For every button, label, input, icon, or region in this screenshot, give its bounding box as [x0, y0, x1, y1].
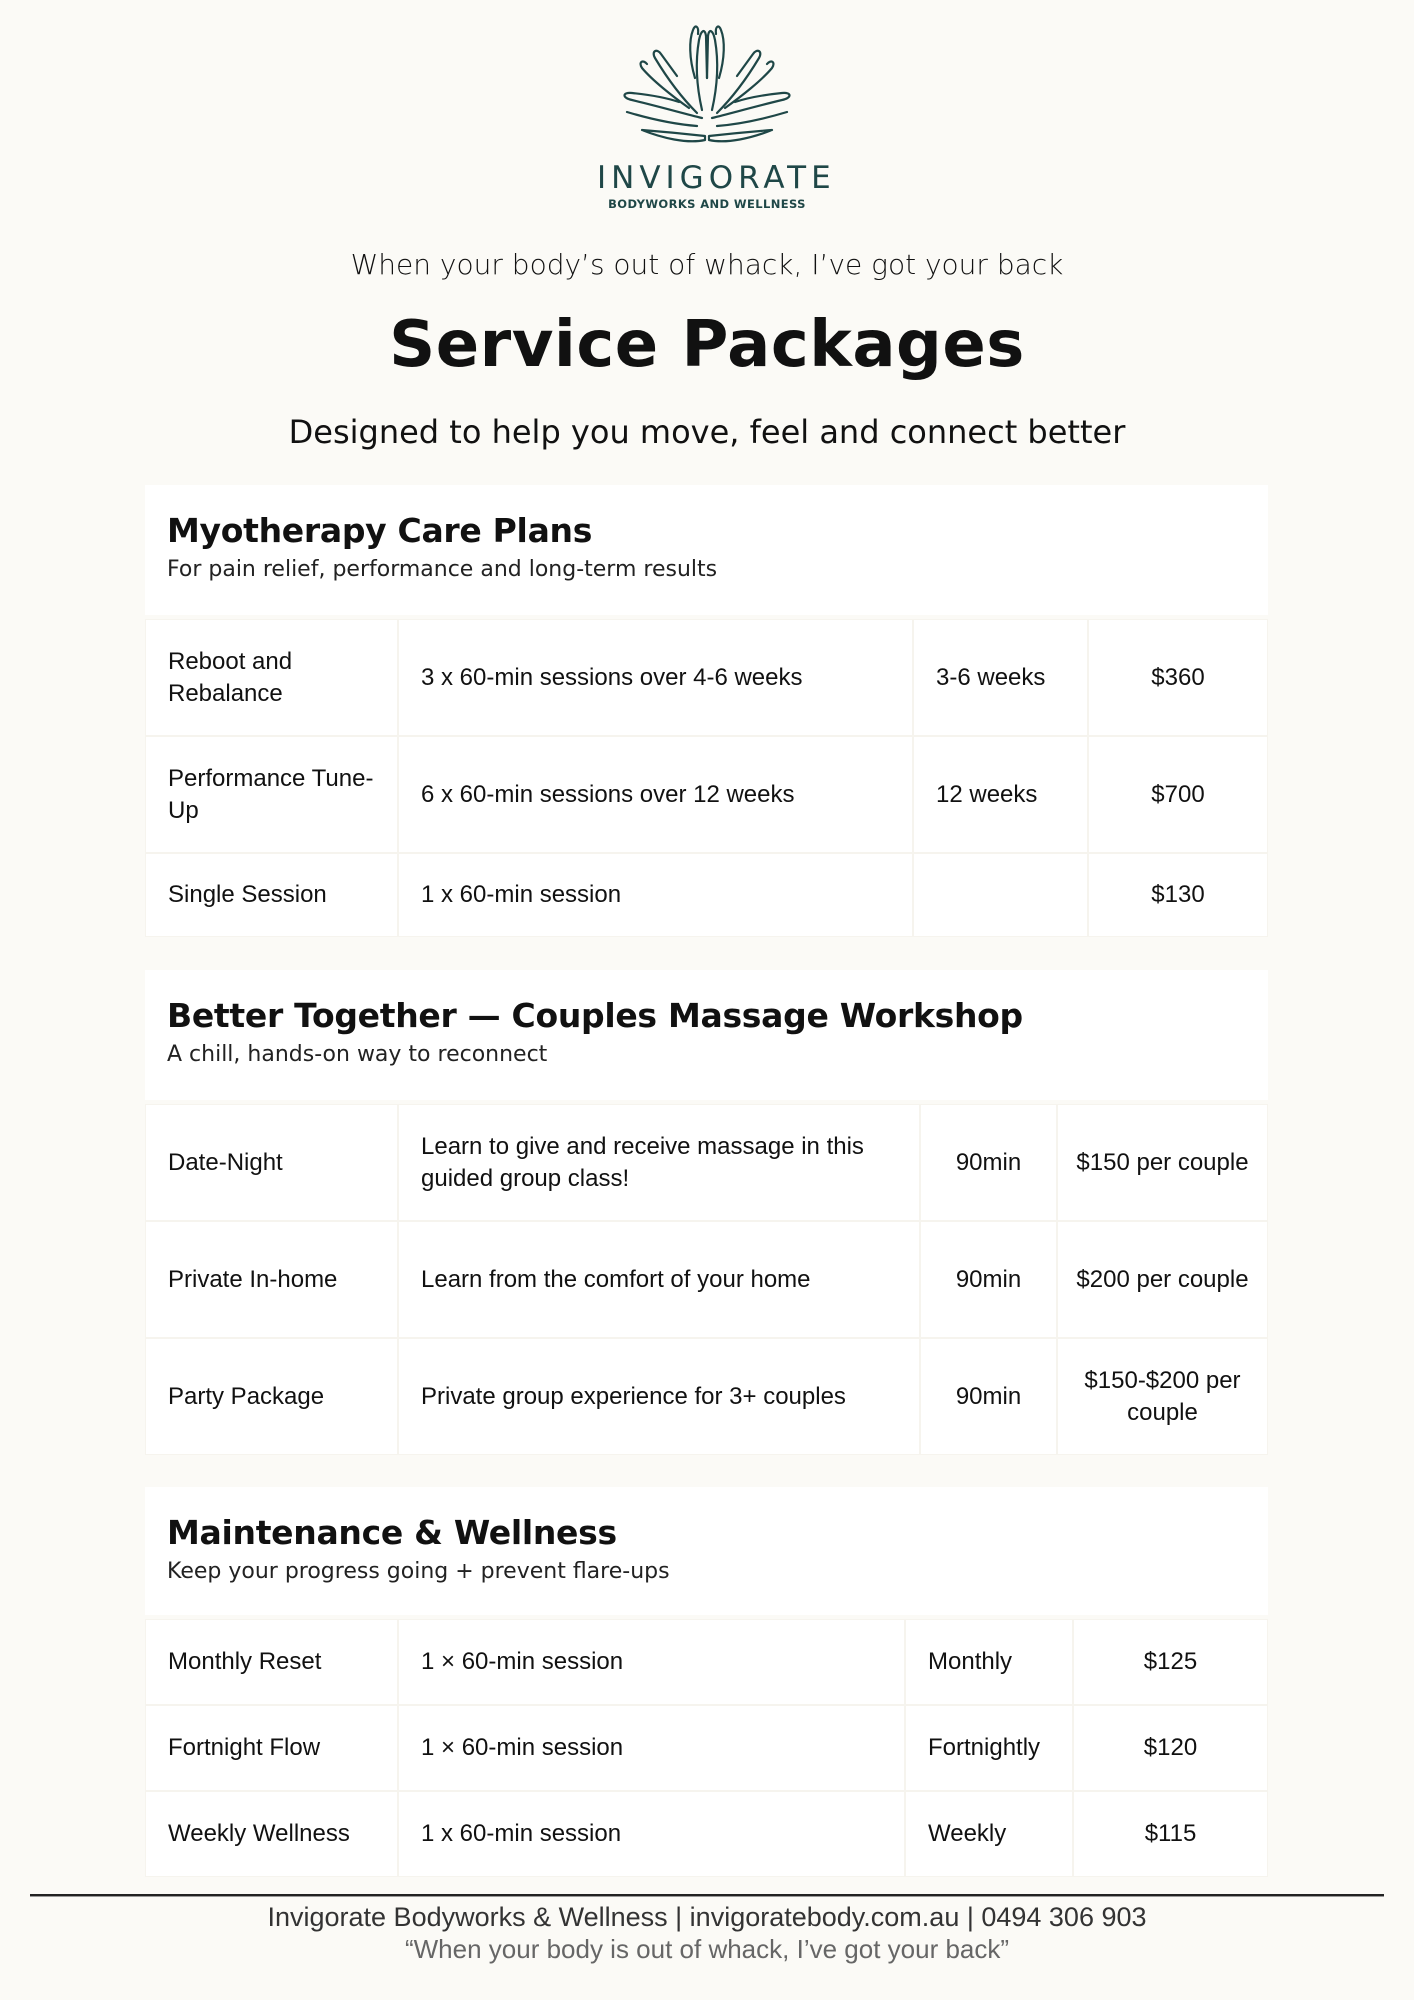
table-row — [145, 1619, 1268, 1705]
package-name: Single Session — [145, 853, 398, 937]
table-row — [145, 736, 1268, 853]
package-price: $120 — [1073, 1705, 1268, 1791]
package-duration: Fortnightly — [905, 1705, 1073, 1791]
package-duration: 3-6 weeks — [913, 619, 1088, 736]
package-price: $115 — [1073, 1791, 1268, 1877]
package-price: $130 — [1088, 853, 1268, 937]
package-duration: Monthly — [905, 1619, 1073, 1705]
section-subtitle: Keep your progress going + prevent flare-ups — [167, 1559, 670, 1584]
package-name: Performance Tune-Up — [145, 736, 398, 853]
package-duration: 90min — [920, 1104, 1057, 1221]
package-description: 1 x 60-min session — [398, 1791, 905, 1877]
package-duration: 90min — [920, 1338, 1057, 1455]
page-title: Service Packages — [389, 308, 1025, 382]
page-subtitle: Designed to help you move, feel and connect better — [288, 413, 1126, 451]
section-subtitle: For pain relief, performance and long-term results — [167, 557, 718, 582]
package-description: 1 × 60-min session — [398, 1619, 905, 1705]
package-name: Date-Night — [145, 1104, 398, 1221]
section-header-maintenance — [145, 1487, 1268, 1615]
table-row — [145, 1221, 1268, 1338]
table-row — [145, 1104, 1268, 1221]
section-title: Better Together — Couples Massage Workshop — [167, 996, 1023, 1035]
package-name: Reboot and Rebalance — [145, 619, 398, 736]
package-duration — [913, 853, 1088, 937]
package-description: 1 x 60-min session — [398, 853, 913, 937]
table-row — [145, 853, 1268, 937]
hands-lotus-icon — [597, 18, 817, 158]
package-description: Private group experience for 3+ couples — [398, 1338, 920, 1455]
package-name: Private In-home — [145, 1221, 398, 1338]
section-header-couples — [145, 970, 1268, 1100]
package-description: 1 × 60-min session — [398, 1705, 905, 1791]
package-description: 3 x 60-min sessions over 4-6 weeks — [398, 619, 913, 736]
package-price: $700 — [1088, 736, 1268, 853]
section-header-myotherapy — [145, 485, 1268, 615]
package-description: Learn to give and receive massage in this guided group class! — [398, 1104, 920, 1221]
brand-name: INVIGORATE — [597, 160, 836, 196]
package-description: Learn from the comfort of your home — [398, 1221, 920, 1338]
footer-divider — [30, 1894, 1384, 1897]
table-row — [145, 1338, 1268, 1455]
package-duration: Weekly — [905, 1791, 1073, 1877]
brand-logo — [597, 18, 836, 228]
section-subtitle: A chill, hands-on way to reconnect — [167, 1042, 548, 1067]
package-table-maintenance — [145, 1619, 1268, 1877]
package-name: Weekly Wellness — [145, 1791, 398, 1877]
package-duration: 12 weeks — [913, 736, 1088, 853]
package-table-myotherapy — [145, 619, 1268, 937]
package-duration: 90min — [920, 1221, 1057, 1338]
table-row — [145, 619, 1268, 736]
package-description: 6 x 60-min sessions over 12 weeks — [398, 736, 913, 853]
section-title: Myotherapy Care Plans — [167, 511, 593, 550]
footer-contact: Invigorate Bodyworks & Wellness | invigoratebody.com.au | 0494 306 903 — [267, 1902, 1147, 1932]
section-title: Maintenance & Wellness — [167, 1513, 617, 1552]
package-price: $200 per couple — [1057, 1221, 1268, 1338]
tagline: When your body’s out of whack, I’ve got your back — [350, 248, 1064, 281]
package-price: $125 — [1073, 1619, 1268, 1705]
package-price: $150-$200 per couple — [1057, 1338, 1268, 1455]
footer-quote: “When your body is out of whack, I’ve got your back” — [404, 1934, 1010, 1964]
package-name: Fortnight Flow — [145, 1705, 398, 1791]
package-price: $360 — [1088, 619, 1268, 736]
package-name: Monthly Reset — [145, 1619, 398, 1705]
package-table-couples — [145, 1104, 1268, 1455]
brand-subname: BODYWORKS AND WELLNESS — [608, 197, 806, 211]
package-name: Party Package — [145, 1338, 398, 1455]
table-row — [145, 1705, 1268, 1791]
table-row — [145, 1791, 1268, 1877]
package-price: $150 per couple — [1057, 1104, 1268, 1221]
